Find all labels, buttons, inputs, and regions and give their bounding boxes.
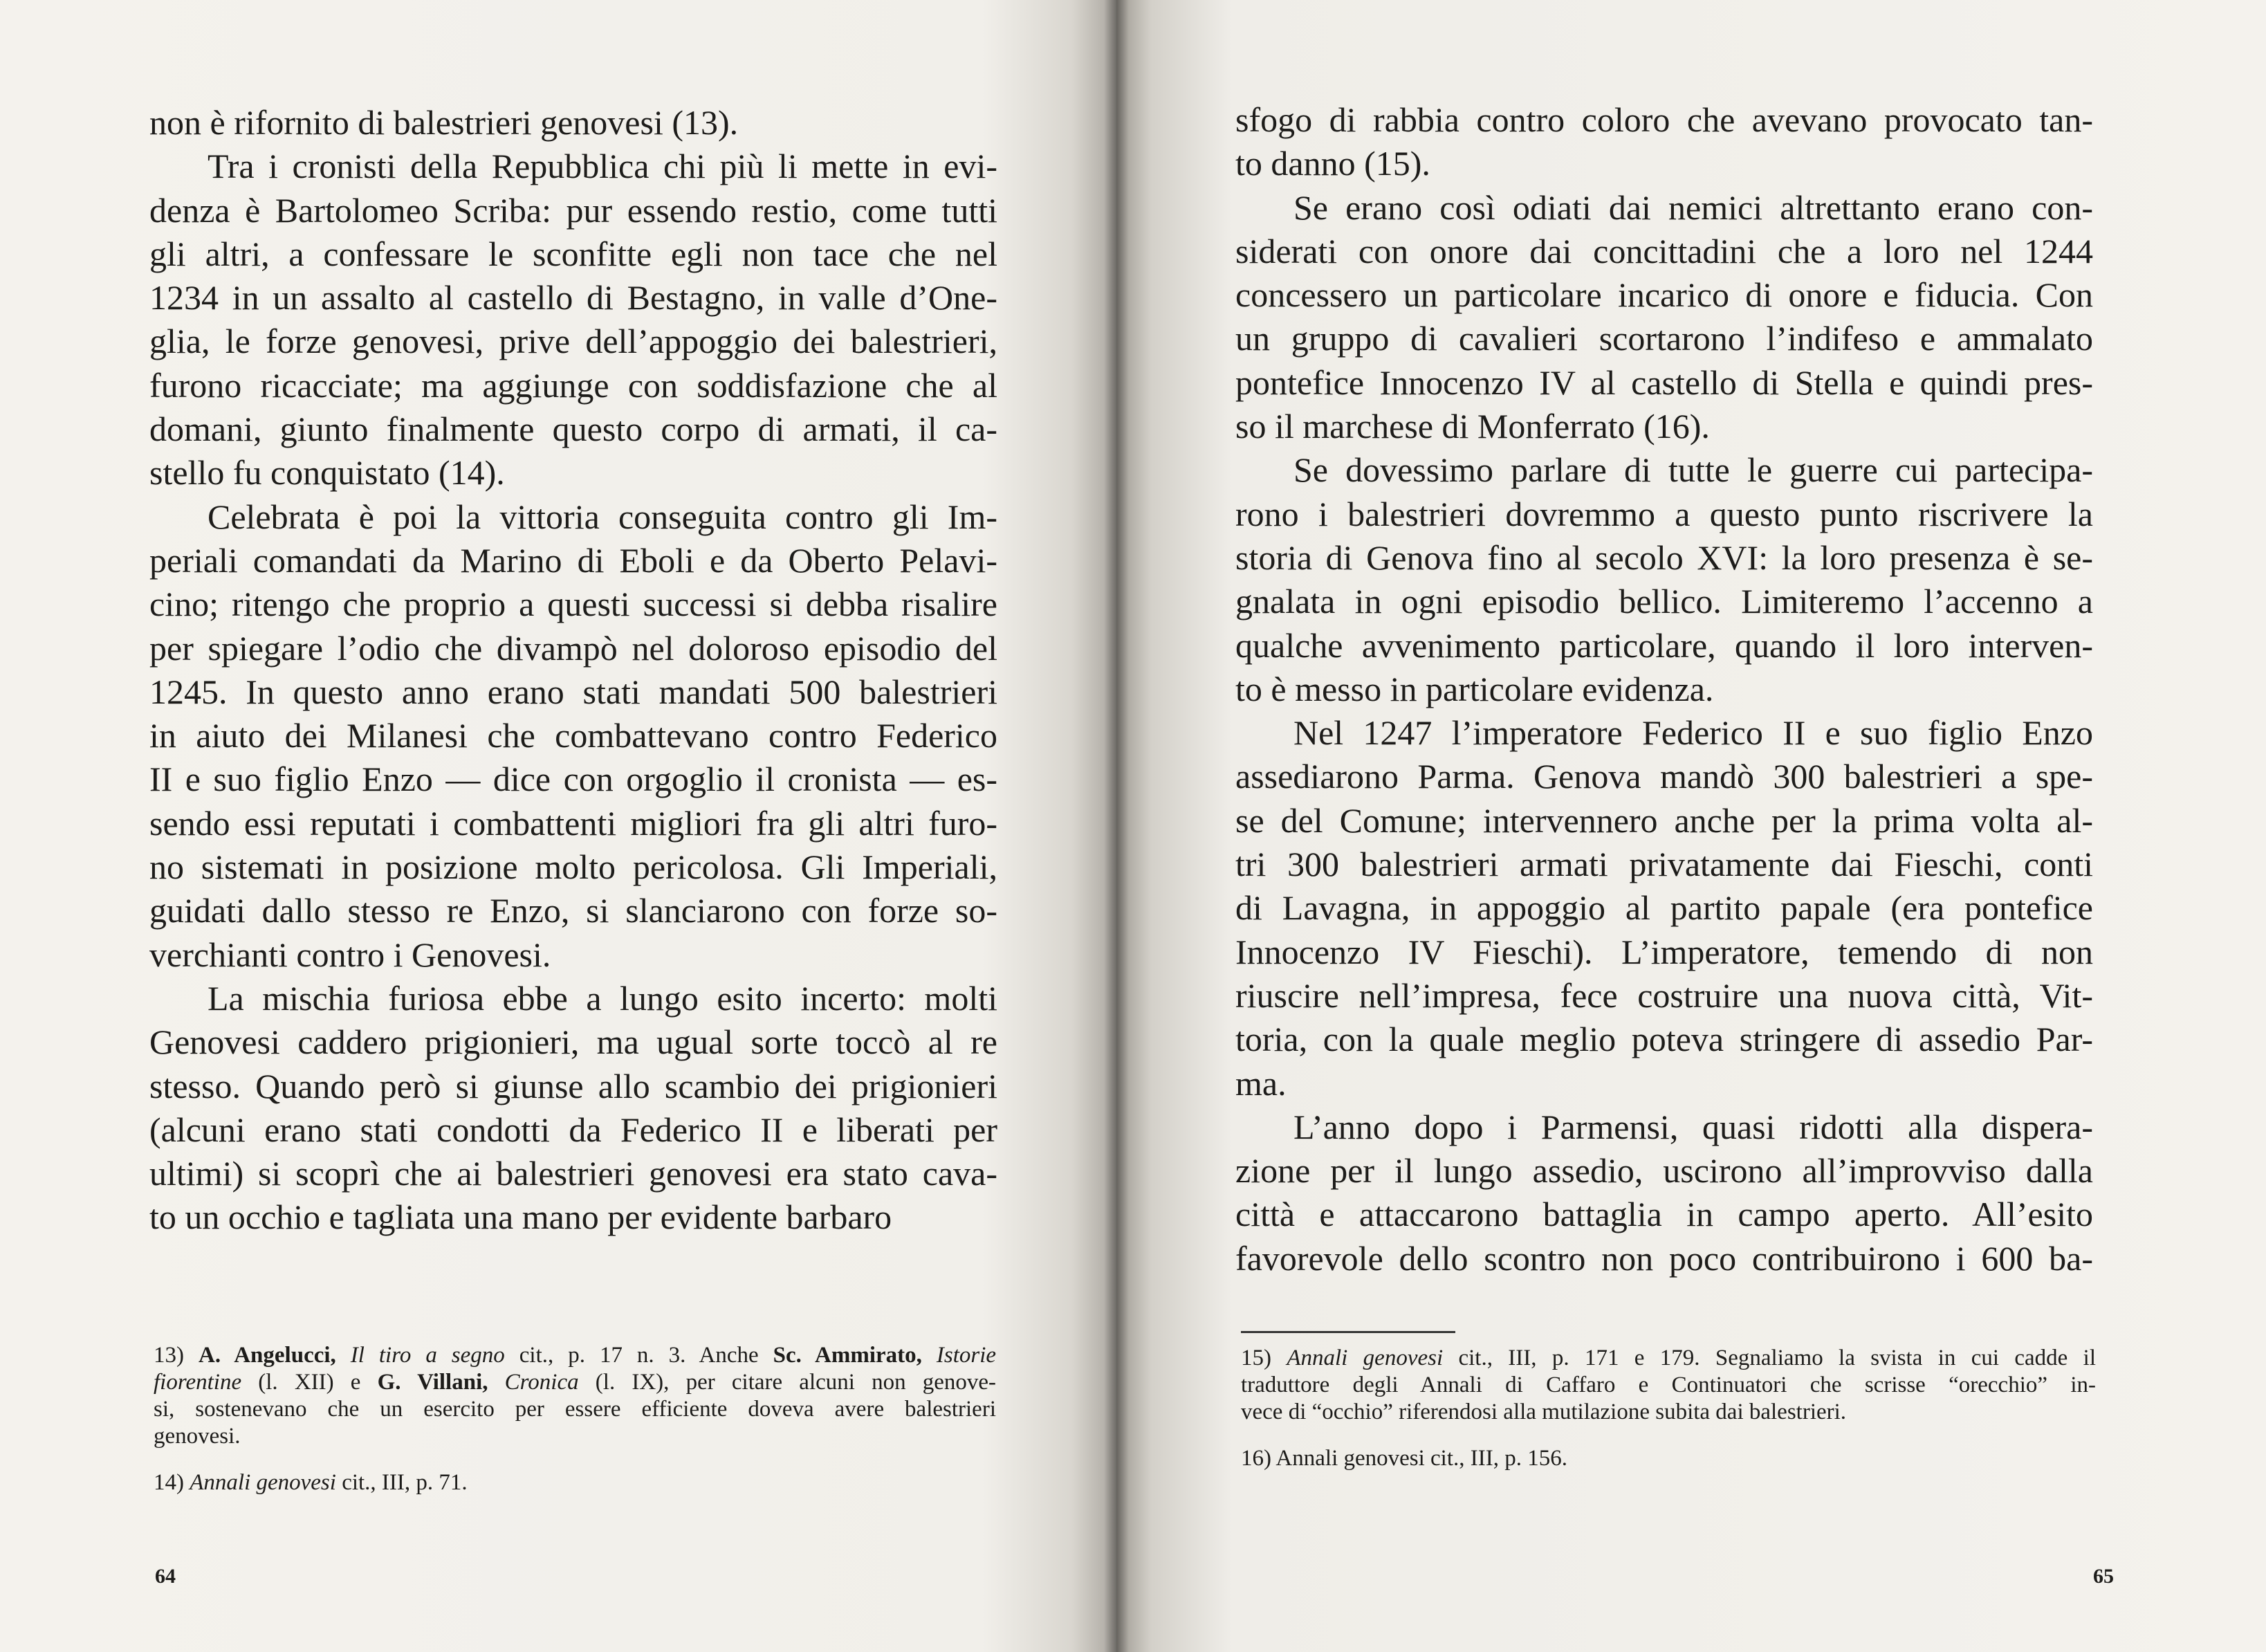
text-line: assediarono Parma. Genova mandò 300 balestrieri a spe- [1235, 757, 2093, 796]
footnote-13-line-3: si, sostenevano che un esercito per essere efficiente doveva avere balestrieri [154, 1397, 996, 1422]
footnote-author: G. Villani, [377, 1370, 488, 1395]
text-line: 1245. In questo anno erano stati mandati 500 balestrieri [149, 672, 997, 711]
footnote-title: Annali genovesi [190, 1470, 336, 1495]
text-line: Nel 1247 l’imperatore Federico II e suo figlio Enzo [1293, 713, 2093, 753]
text-line: denza è Bartolomeo Scriba: pur essendo restio, come tutti [149, 190, 997, 230]
text-line: II e suo figlio Enzo — dice con orgoglio il cronista — es- [149, 760, 997, 799]
text-line: cino; ritengo che proprio a questi successi si debba risalire [149, 585, 997, 624]
footnote-text: (l. IX), per citare alcuni non genove- [595, 1370, 997, 1395]
footnote-15-line-1 [1241, 1345, 2096, 1372]
right-page-body [1235, 98, 2093, 1281]
text-line: 1234 in un assalto al castello di Bestagno, in valle d’One- [149, 278, 997, 318]
text-line: storia di Genova fino al secolo XVI: la loro presenza è se- [1235, 538, 2093, 577]
footnote-text: cit., p. 17 n. 3. Anche [519, 1343, 759, 1368]
text-line: furono ricacciate; ma aggiunge con soddisfazione che al [149, 365, 997, 405]
text-line: in aiuto dei Milanesi che combattevano contro Federico [149, 716, 997, 755]
text-line: Celebrata è poi la vittoria conseguita contro gli Im- [208, 497, 997, 536]
text-line: qualche avvenimento particolare, quando il loro interven- [1235, 625, 2093, 665]
footnote-title: fiorentine [154, 1370, 242, 1395]
text-line: tri 300 balestrieri armati privatamente dai Fieschi, conti [1235, 845, 2093, 884]
footnote-16-line-1: 16) Annali genovesi cit., III, p. 156. [1241, 1446, 1567, 1471]
text-line: di Lavagna, in appoggio al partito papale (era pontefice [1235, 888, 2093, 928]
footnote-number: 14) [154, 1470, 184, 1495]
page-number-left: 64 [155, 1565, 176, 1588]
text-line: Genovesi caddero prigionieri, ma ugual sorte toccò al re [149, 1022, 997, 1062]
footnote-author: Sc. Ammirato, [773, 1343, 922, 1368]
text-line: glia, le forze genovesi, prive dell’appoggio dei balestrieri, [149, 322, 997, 361]
text-line: Innocenzo IV Fieschi). L’imperatore, temendo di non [1235, 932, 2093, 971]
footnote-13-line-1 [154, 1342, 996, 1369]
text-line: pontefice Innocenzo IV al castello di Stella e quindi pres- [1235, 362, 2093, 402]
footnote-title: Cronica [504, 1370, 579, 1395]
text-line: stello fu conquistato (14). [149, 453, 505, 493]
text-line: stesso. Quando però si giunse allo scambio dei prigionieri [149, 1066, 997, 1105]
footnote-text: (l. XII) e [258, 1370, 361, 1395]
text-line: to un occhio e tagliata una mano per evidente barbaro [149, 1197, 892, 1237]
text-line: to è messo in particolare evidenza. [1235, 669, 1714, 708]
text-line: domani, giunto finalmente questo corpo di armati, il ca- [149, 410, 997, 449]
text-line: ultimi) si scoprì che ai balestrieri genovesi era stato cava- [149, 1154, 997, 1193]
footnote-14 [154, 1469, 996, 1496]
footnote-14-line-1 [154, 1469, 996, 1496]
text-line: Tra i cronisti della Repubblica chi più li mette in evi- [208, 147, 997, 186]
text-line: riuscire nell’impresa, fece costruire una nuova città, Vit- [1235, 975, 2093, 1015]
footnote-number: 15) [1241, 1346, 1271, 1370]
text-line: zione per il lungo assedio, uscirono all’improvviso dalla [1235, 1151, 2093, 1191]
text-line: città e attaccarono battaglia in campo aperto. All’esito [1235, 1195, 2093, 1234]
text-line: guidati dallo stesso re Enzo, si slanciarono con forze so- [149, 891, 997, 930]
text-line: to danno (15). [1235, 144, 1430, 183]
footnote-13 [154, 1342, 996, 1450]
left-page [0, 0, 1116, 1652]
text-line: L’anno dopo i Parmensi, quasi ridotti alla dispera- [1293, 1107, 2093, 1146]
footnote-15-line-2: traduttore degli Annali di Caffaro e Continuatori che scrisse “orecchio” in- [1241, 1373, 2096, 1397]
footnote-title: Il tiro a segno [350, 1343, 505, 1368]
footnote-number: 13) [154, 1343, 184, 1368]
text-line: concessero un particolare incarico di onore e fiducia. Con [1235, 275, 2093, 315]
footnote-title: Annali genovesi [1287, 1346, 1444, 1370]
text-line: un gruppo di cavalieri scortarono l’indifeso e ammalato [1235, 319, 2093, 358]
footnote-text: cit., III, p. 171 e 179. Segnaliamo la svista in cui cadde il [1458, 1346, 2096, 1370]
text-line: sendo essi reputati i combattenti migliori fra gli altri furo- [149, 803, 997, 843]
text-line: Se dovessimo parlare di tutte le guerre cui partecipa- [1293, 450, 2093, 490]
text-line: gli altri, a confessare le sconfitte egli non tace che nel [149, 234, 997, 273]
page-number-right: 65 [2093, 1565, 2114, 1588]
footnote-text: cit., III, p. 71. [342, 1470, 468, 1495]
text-line: se del Comune; intervennero anche per la prima volta al- [1235, 800, 2093, 840]
footnote-13-line-4: genovesi. [154, 1424, 241, 1449]
text-line: favorevole dello scontro non poco contribuirono i 600 ba- [1235, 1238, 2093, 1278]
footnote-author: A. Angelucci, [198, 1343, 336, 1368]
text-line: gnalata in ogni episodio bellico. Limiteremo l’accenno a [1235, 582, 2093, 621]
text-line: sfogo di rabbia contro coloro che avevano provocato tan- [1235, 100, 2093, 139]
left-page-footnotes [154, 1342, 996, 1516]
text-line: La mischia furiosa ebbe a lungo esito incerto: molti [208, 978, 997, 1018]
text-line: (alcuni erano stati condotti da Federico II e liberati per [149, 1110, 997, 1149]
footnote-15-line-3: vece di “occhio” riferendosi alla mutilazione subita dai balestrieri. [1241, 1399, 1847, 1424]
text-line: rono i balestrieri dovremmo a questo punto riscrivere la [1235, 494, 2093, 533]
footnote-13-line-2 [154, 1369, 996, 1396]
right-page-footnotes [1241, 1345, 2096, 1492]
right-page [1116, 0, 2266, 1652]
book-gutter-shadow [1104, 0, 1129, 1652]
footnote-16 [1241, 1445, 2096, 1472]
text-line: siderati con onore dai concittadini che a loro nel 1244 [1235, 231, 2093, 270]
text-line: per spiegare l’odio che divampò nel doloroso episodio del [149, 628, 997, 668]
text-line: periali comandati da Marino di Eboli e da Oberto Pelavi- [149, 540, 997, 580]
text-line: verchianti contro i Genovesi. [149, 935, 551, 974]
text-line: non è rifornito di balestrieri genovesi (13). [149, 103, 739, 142]
text-line: ma. [1235, 1063, 1287, 1103]
text-line: toria, con la quale meglio poteva stringere di assedio Par- [1235, 1020, 2093, 1059]
text-line: Se erano così odiati dai nemici altrettanto erano con- [1293, 187, 2093, 227]
footnote-15 [1241, 1345, 2096, 1426]
left-page-body [149, 101, 997, 1240]
footnote-separator-rule [1241, 1331, 1455, 1333]
footnote-title: Istorie [936, 1343, 997, 1368]
text-line: so il marchese di Monferrato (16). [1235, 407, 1710, 446]
text-line: no sistemati in posizione molto pericolosa. Gli Imperiali, [149, 847, 997, 887]
